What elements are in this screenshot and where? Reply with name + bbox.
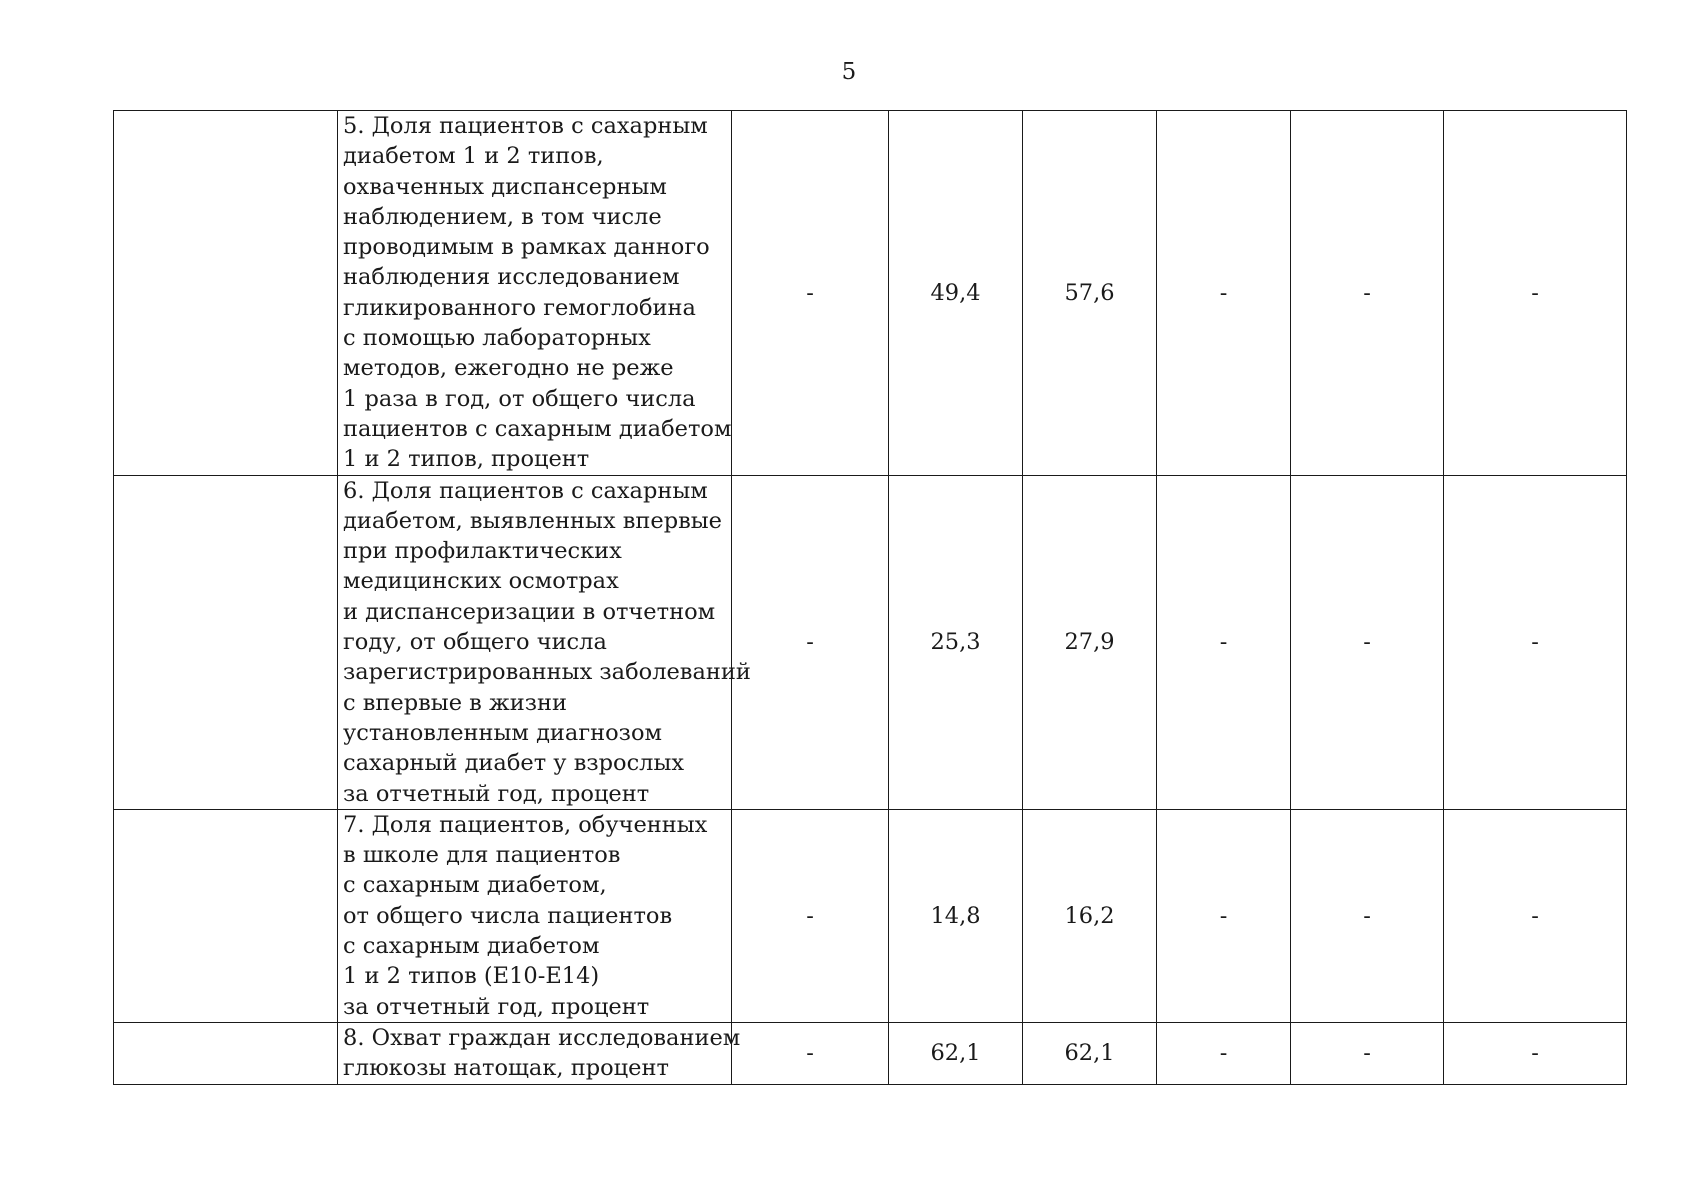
value-cell: 57,6 — [1023, 111, 1157, 476]
description-line: в школе для пациентов — [343, 842, 621, 869]
value-cell: 14,8 — [889, 809, 1023, 1022]
indicator-description — [338, 809, 732, 1022]
table-row — [114, 475, 1627, 809]
indicator-description — [338, 111, 732, 476]
value-cell: 25,3 — [889, 475, 1023, 809]
table-row — [114, 111, 1627, 476]
description-line: 6. Доля пациентов с сахарным — [343, 477, 708, 504]
description-line: методов, ежегодно не реже — [343, 355, 674, 382]
description-line: 7. Доля пациентов, обученных — [343, 811, 708, 838]
value-cell: - — [732, 475, 889, 809]
indicator-description — [338, 475, 751, 809]
description-line: за отчетный год, процент — [343, 993, 650, 1020]
table-row — [114, 809, 1627, 1022]
value-cell: - — [1444, 1022, 1627, 1084]
description-line: при профилактических — [343, 538, 622, 565]
description-line: зарегистрированных заболеваний — [343, 659, 751, 686]
description-line: наблюдения исследованием — [343, 264, 680, 291]
blank-cell — [114, 1022, 338, 1084]
value-cell: - — [732, 111, 889, 476]
description-line: пациентов с сахарным диабетом — [343, 415, 732, 442]
description-line: диабетом, выявленных впервые — [343, 507, 722, 534]
value-cell: - — [1444, 809, 1627, 1022]
description-line: глюкозы натощак, процент — [343, 1055, 669, 1082]
value-cell: - — [1157, 111, 1291, 476]
indicator-description — [338, 1022, 741, 1084]
value-cell: - — [1157, 475, 1291, 809]
description-line: проводимым в рамках данного — [343, 234, 710, 261]
value-cell: - — [1157, 809, 1291, 1022]
description-line: и диспансеризации в отчетном — [343, 598, 716, 625]
blank-cell — [114, 475, 338, 809]
blank-cell — [114, 111, 338, 476]
value-cell: - — [1291, 111, 1444, 476]
description-line: 1 и 2 типов, процент — [343, 446, 590, 473]
description-line: 1 и 2 типов (Е10-Е14) — [343, 963, 600, 990]
description-line: сахарный диабет у взрослых — [343, 750, 685, 777]
value-cell: - — [1157, 1022, 1291, 1084]
description-line: диабетом 1 и 2 типов, — [343, 143, 604, 170]
value-cell: 16,2 — [1023, 809, 1157, 1022]
value-cell: - — [1291, 475, 1444, 809]
value-cell: 27,9 — [1023, 475, 1157, 809]
value-cell: 49,4 — [889, 111, 1023, 476]
description-line: охваченных диспансерным — [343, 173, 667, 200]
description-line: 5. Доля пациентов с сахарным — [343, 113, 708, 139]
page-number: 5 — [841, 59, 857, 85]
value-cell: - — [732, 809, 889, 1022]
description-line: году, от общего числа — [343, 629, 607, 656]
blank-cell — [114, 809, 338, 1022]
description-line: установленным диагнозом — [343, 719, 662, 746]
description-line: за отчетный год, процент — [343, 780, 650, 807]
value-cell: - — [1291, 1022, 1444, 1084]
value-cell: 62,1 — [889, 1022, 1023, 1084]
description-line: с помощью лабораторных — [343, 325, 651, 352]
description-line: гликированного гемоглобина — [343, 294, 696, 321]
description-line: с сахарным диабетом, — [343, 872, 607, 899]
description-line: с сахарным диабетом — [343, 933, 600, 960]
table-row — [114, 1022, 1627, 1084]
description-line: от общего числа пациентов — [343, 902, 673, 929]
description-line: 1 раза в год, от общего числа — [343, 385, 696, 412]
description-line: наблюдением, в том числе — [343, 203, 662, 230]
description-line: с впервые в жизни — [343, 689, 567, 716]
indicators-table — [113, 110, 1627, 1085]
description-line: 8. Охват граждан исследованием — [343, 1024, 741, 1051]
value-cell: 62,1 — [1023, 1022, 1157, 1084]
value-cell: - — [1291, 809, 1444, 1022]
value-cell: - — [732, 1022, 889, 1084]
value-cell: - — [1444, 111, 1627, 476]
value-cell: - — [1444, 475, 1627, 809]
description-line: медицинских осмотрах — [343, 568, 619, 595]
